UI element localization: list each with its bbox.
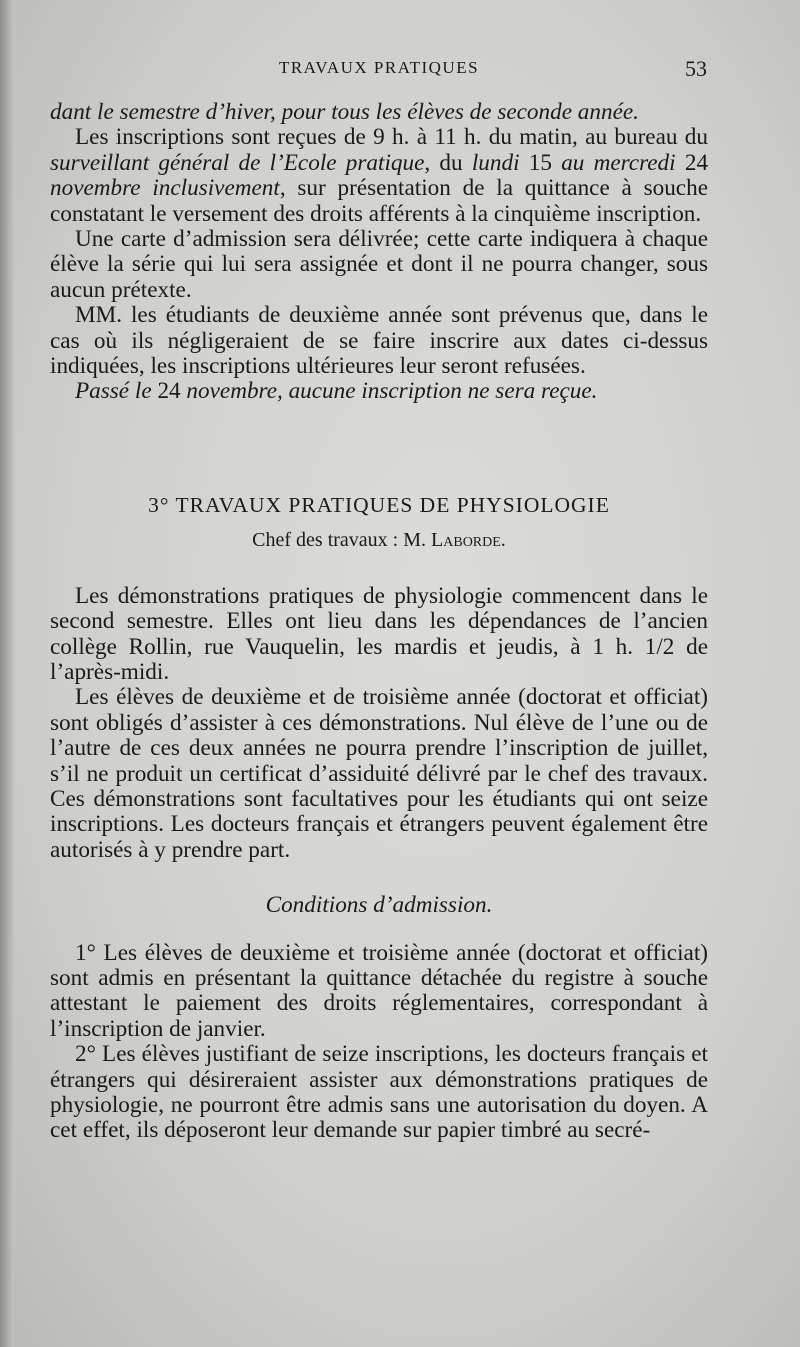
page-body bbox=[50, 100, 708, 1144]
text-run: 15 bbox=[519, 149, 562, 176]
paragraph-obligation: Les élèves de deuxième et de troisième année (doctorat et officiat) sont obligés d’assister à ces démonstrations. Nul élève de l’une ou de l’autre de ces deux années ne pourra prendre l’inscription de juillet, s’il ne produit un certificat d’assiduité délivré par le chef des travaux. Ces démonstrations sont facultatives pour les étudiants qui ont seize inscriptions. Les docteurs français et étrangers peuvent également être autorisés à y prendre part. bbox=[50, 684, 708, 863]
paragraph-demonstrations: Les démonstrations pratiques de physiologie commencent dans le second semestre. Elles ont lieu dans les dépendances de l’ancien collège Rollin, rue Vauquelin, les mardis et jeudis, à 1 h. 1/2 de l’après-midi. bbox=[50, 582, 708, 685]
condition-2: 2° Les élèves justifiant de seize inscriptions, les docteurs français et étrangers qui désireraient assister aux démonstrations pratiques de physiologie, ne pourront être admis sans une autorisation du doyen. A cet effet, ils déposeront leur demande sur papier timbré au secré- bbox=[50, 1041, 708, 1144]
text-run-italic: novembre inclusivement bbox=[50, 175, 280, 202]
chef-prefix: Chef des travaux : M. bbox=[252, 529, 432, 552]
chef-des-travaux bbox=[50, 528, 708, 553]
paragraph-passe bbox=[50, 379, 708, 404]
paragraph-inscriptions bbox=[50, 125, 708, 227]
paragraph-mm-etudiants: MM. les étudiants de deuxième année sont prévenus que, dans le cas où ils négligeraient de se faire inscrire aux dates ci-dessus indiquées, les inscriptions ultérieures leur seront refusées. bbox=[50, 302, 708, 380]
text-run: 24 bbox=[675, 149, 709, 176]
text-run: , du bbox=[424, 149, 472, 176]
text-run: Passé le bbox=[75, 378, 158, 405]
page-gutter-shadow bbox=[0, 0, 14, 1347]
section-title: 3° TRAVAUX PRATIQUES DE PHYSIOLOGIE bbox=[148, 492, 610, 517]
paragraph-carte: Une carte d’admission sera délivrée; cette carte indiquera à chaque élève la série qui lui sera assignée et dont il ne pourra changer, sous aucun prétexte. bbox=[50, 226, 708, 303]
text-run-italic: lundi bbox=[471, 149, 520, 176]
text-run: novembre, aucune inscription ne sera reçue. bbox=[180, 378, 598, 405]
paragraph-continuation: dant le semestre d’hiver, pour tous les élèves de seconde année. bbox=[50, 99, 639, 125]
conditions-heading: Conditions d’admission. bbox=[265, 892, 493, 919]
condition-1: 1° Les élèves de deuxième et troisième année (doctorat et officiat) sont admis en présentant la quittance détachée du registre à souche attestant le paiement des droits réglementaires, correspondant à l’inscription de janvier. bbox=[50, 939, 708, 1042]
page-number: 53 bbox=[685, 56, 707, 81]
text-run-italic: au mercredi bbox=[561, 149, 676, 176]
text-run-italic: surveillant général de l’Ecole pratique bbox=[50, 149, 425, 176]
running-header: TRAVAUX PRATIQUES bbox=[278, 58, 480, 77]
text-run-number: 24 bbox=[157, 378, 181, 405]
text-run: Les inscriptions sont reçues de 9 h. à 11 h. du matin, au bureau du bbox=[75, 124, 708, 151]
chef-name: Laborde. bbox=[431, 529, 506, 552]
text-run: , sur présentation de la quittance à souche constatant le versement des droits afférents à la cinquième inscription. bbox=[50, 175, 708, 227]
